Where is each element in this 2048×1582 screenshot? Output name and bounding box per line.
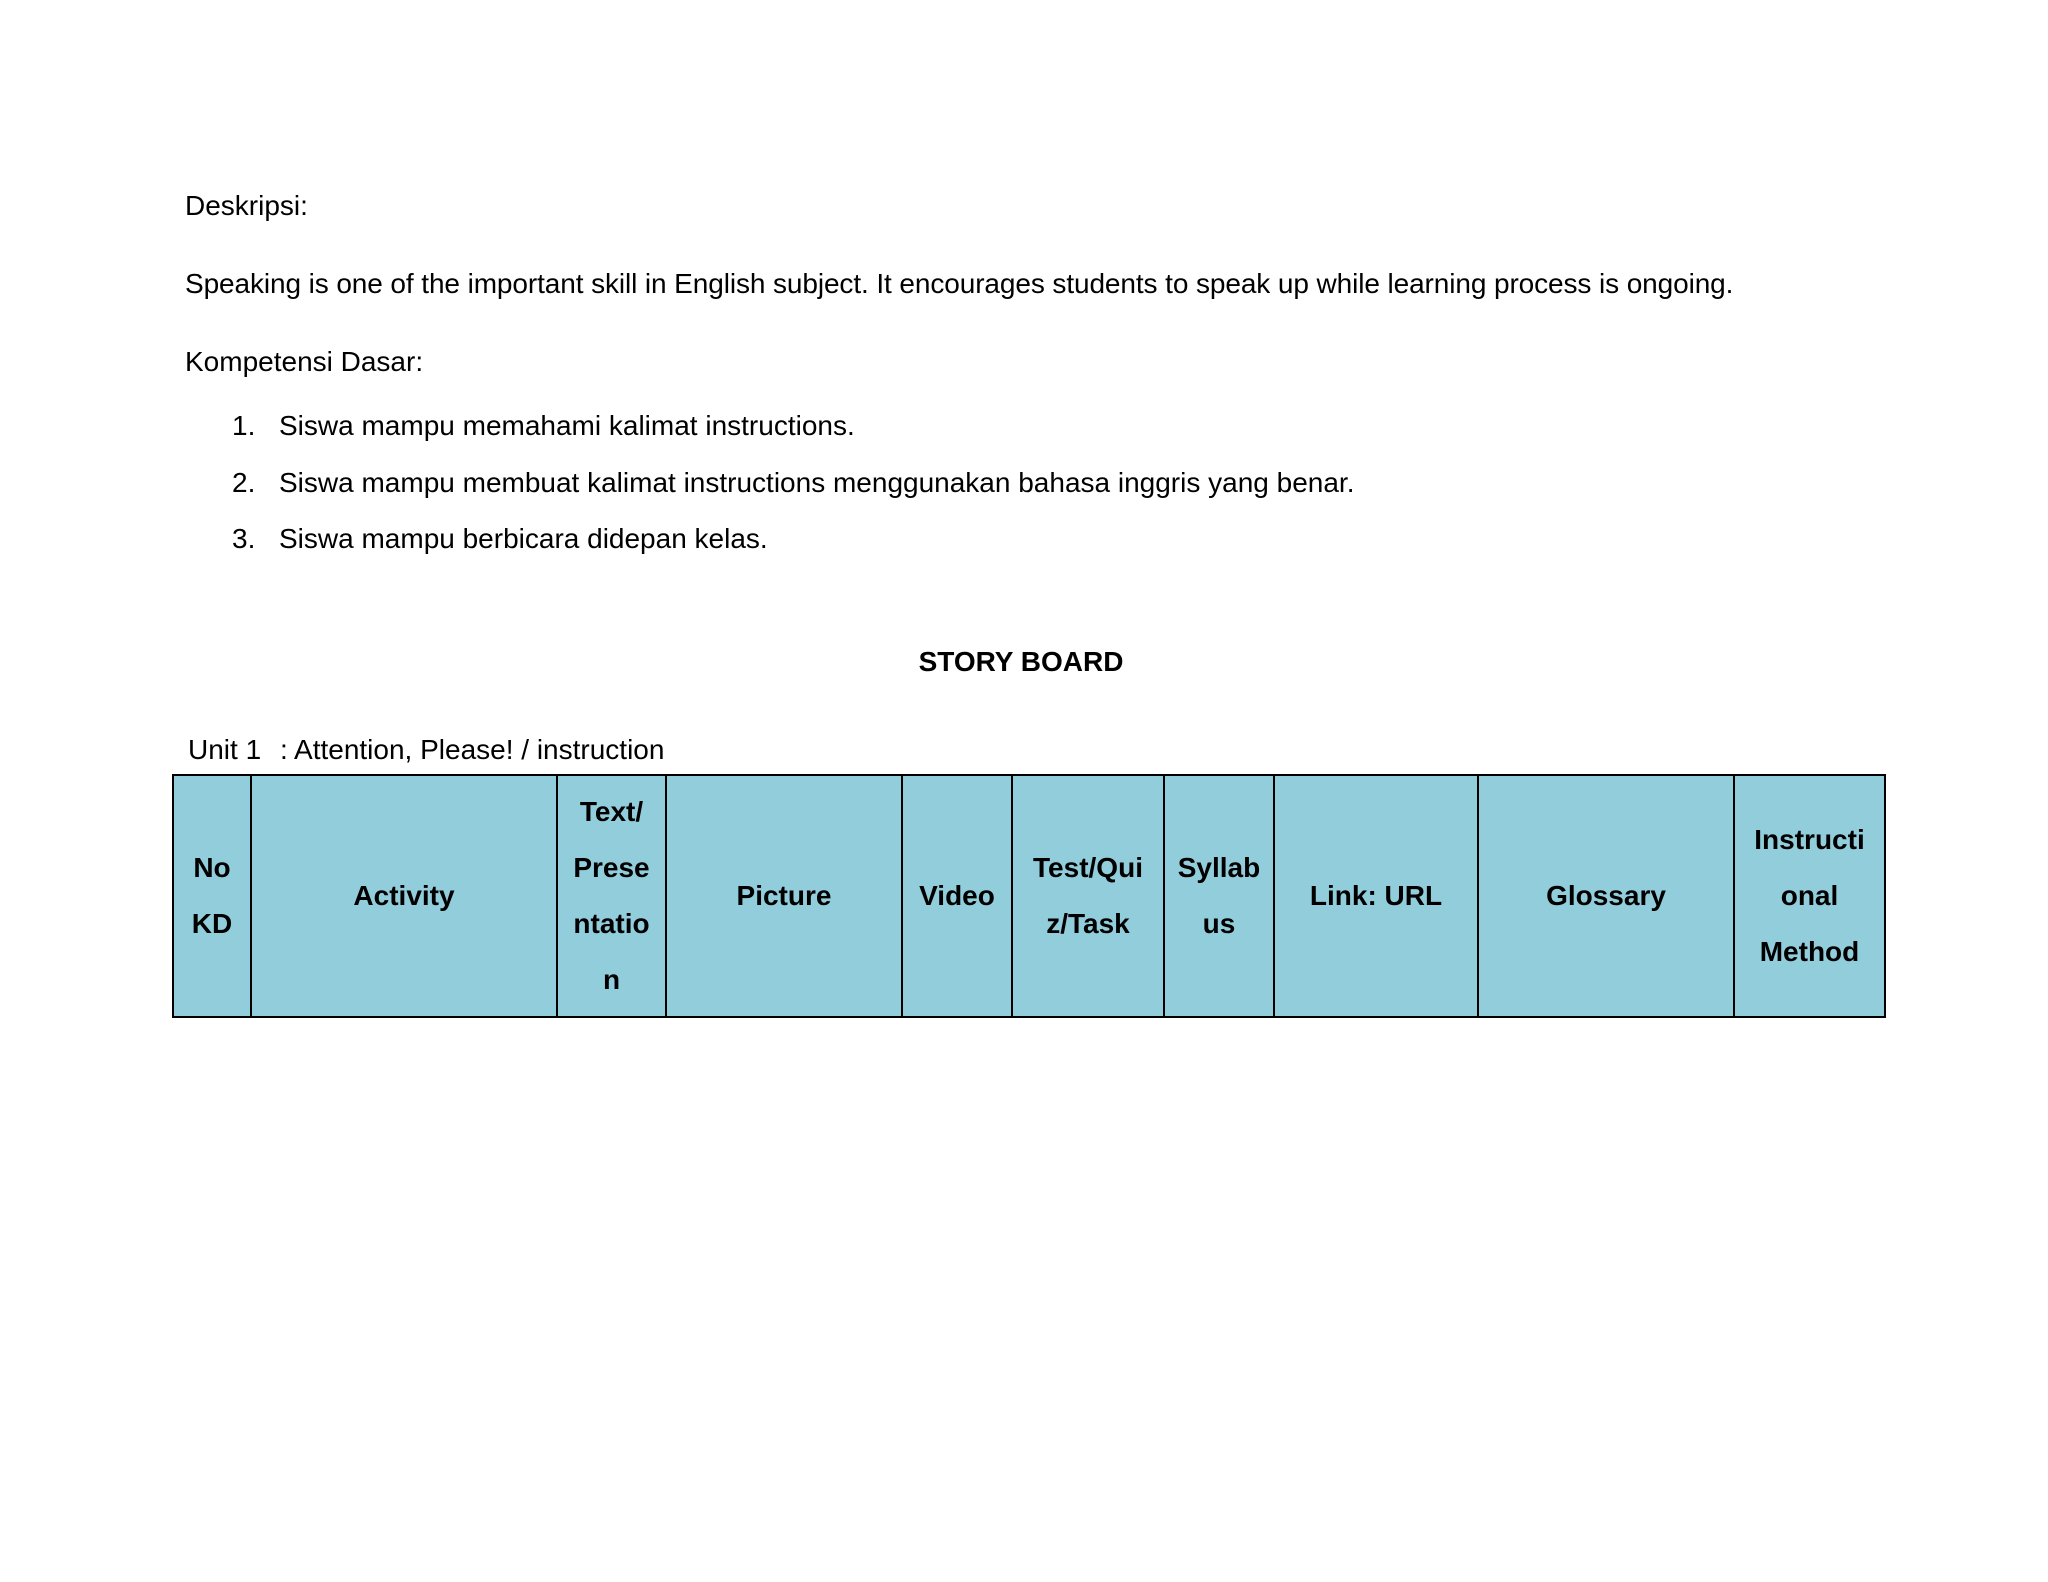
list-item-number: 1. (232, 410, 256, 441)
header-glossary: Glossary (1478, 775, 1734, 1017)
unit-title: : Attention, Please! / instruction (280, 734, 665, 765)
header-test-quiz-task: Test/Qui z/Task (1012, 775, 1164, 1017)
header-picture: Picture (666, 775, 902, 1017)
header-link-url: Link: URL (1274, 775, 1478, 1017)
header-text-presentation: Text/ Prese ntatio n (557, 775, 666, 1017)
storyboard-table (172, 774, 1886, 1018)
list-item-text: Siswa mampu berbicara didepan kelas. (279, 523, 768, 554)
header-instructional-method: Instructi onal Method (1734, 775, 1885, 1017)
competency-list (232, 408, 1354, 578)
description-text: Speaking is one of the important skill in English subject. It encourages students to speak up while learning process is ongoing. (185, 268, 1734, 299)
unit-label: Unit 1 (188, 734, 262, 765)
header-syllabus: Syllab us (1164, 775, 1274, 1017)
storyboard-title: STORY BOARD (918, 646, 1124, 677)
unit-line (188, 732, 664, 768)
table-header-row (173, 775, 1885, 1017)
list-item (232, 521, 1354, 578)
list-item-text: Siswa mampu membuat kalimat instructions menggunakan bahasa inggris yang benar. (279, 466, 1355, 498)
list-item-text: Siswa mampu memahami kalimat instructions. (279, 410, 855, 441)
header-activity: Activity (251, 775, 557, 1017)
list-item (232, 465, 1354, 522)
list-item (232, 408, 1354, 465)
header-no-kd: No KD (173, 775, 251, 1017)
list-item-number: 2. (232, 466, 256, 498)
description-label: Deskripsi: (185, 190, 308, 221)
list-item-number: 3. (232, 523, 256, 554)
header-video: Video (902, 775, 1012, 1017)
competency-label: Kompetensi Dasar: (185, 346, 424, 377)
